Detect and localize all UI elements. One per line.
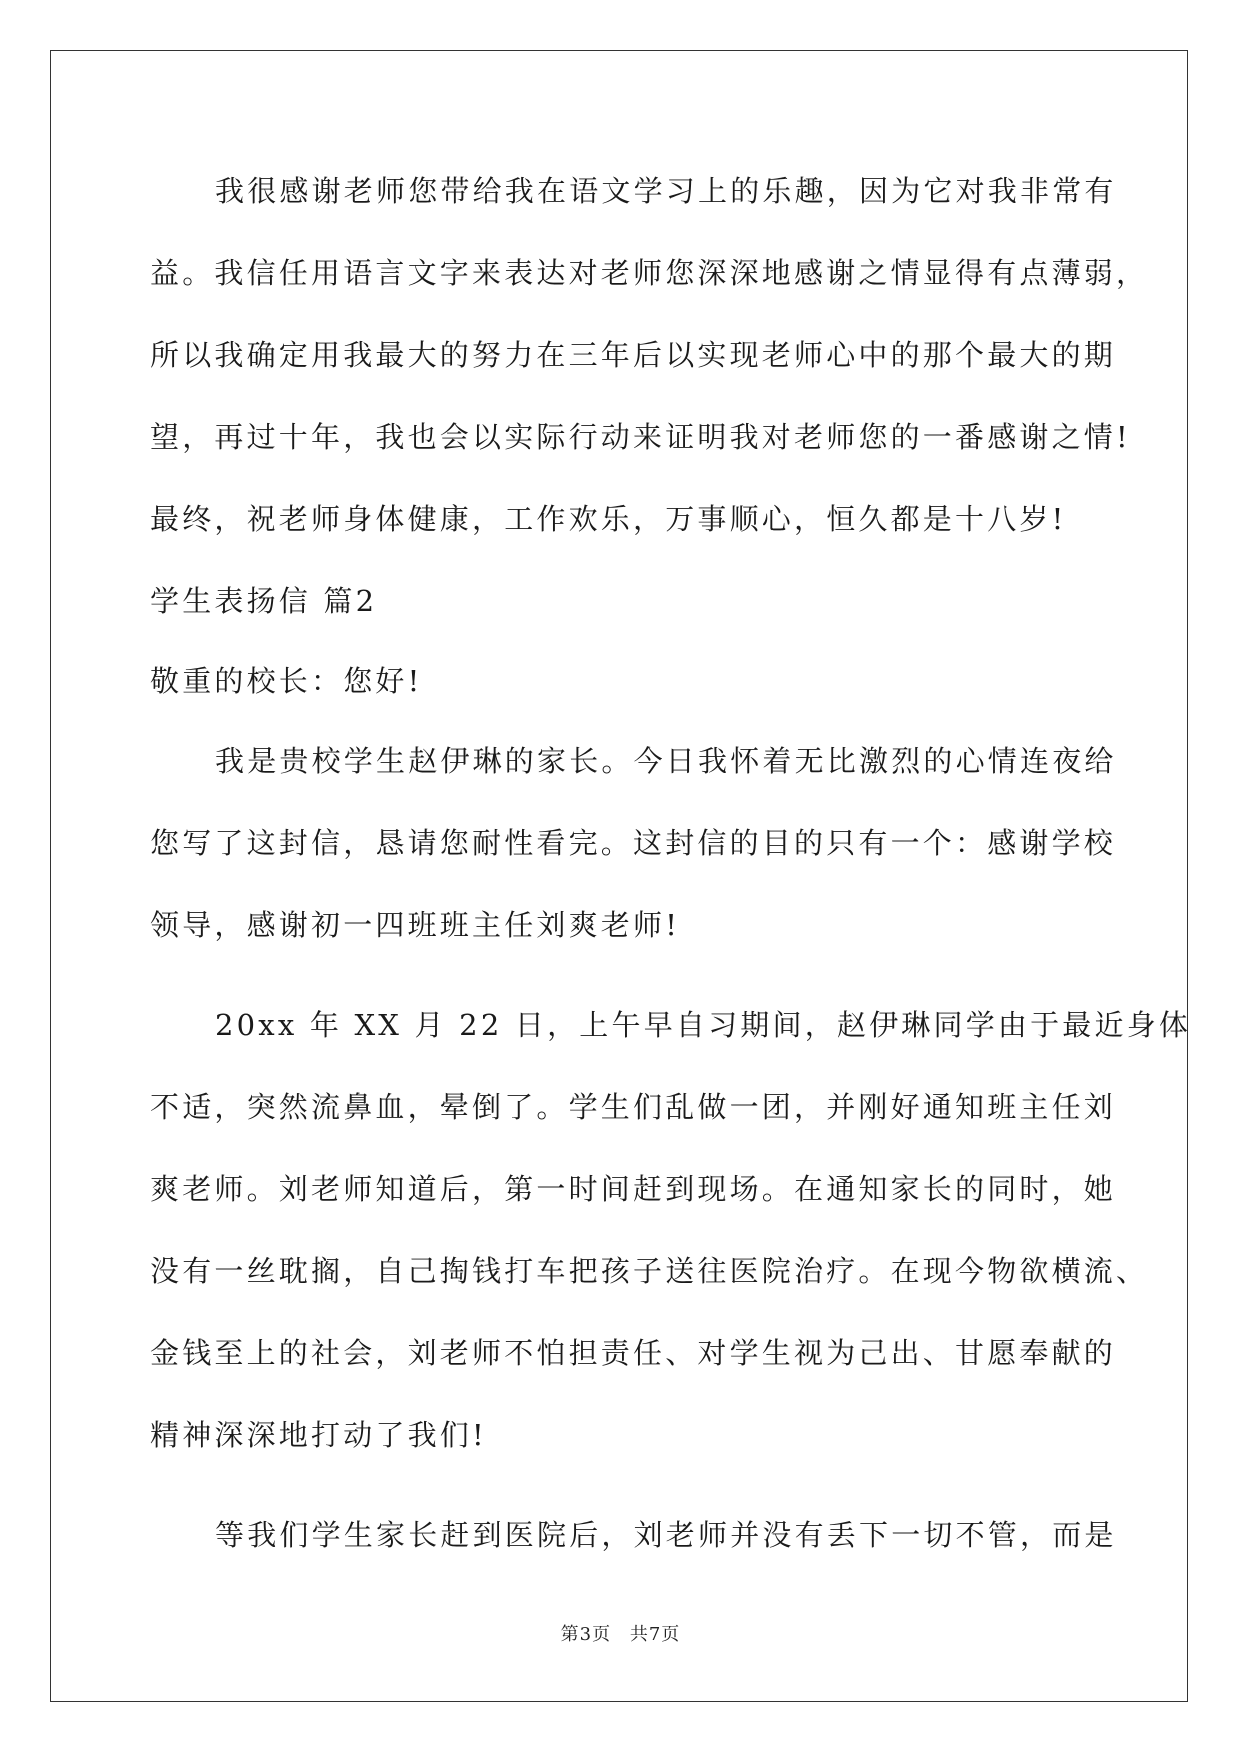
page-number: 第3页 bbox=[560, 1624, 612, 1645]
paragraph-1-line-3: 所以我确定用我最大的努力在三年后以实现老师心中的那个最大的期 bbox=[150, 338, 1117, 372]
paragraph-3-line-2: 不适，突然流鼻血，晕倒了。学生们乱做一团，并刚好通知班主任刘 bbox=[150, 1090, 1117, 1124]
paragraph-3-line-4: 没有一丝耽搁，自己掏钱打车把孩子送往医院治疗。在现今物欲横流、 bbox=[150, 1254, 1149, 1288]
paragraph-3-line-5: 金钱至上的社会，刘老师不怕担责任、对学生视为己出、甘愿奉献的 bbox=[150, 1336, 1117, 1370]
paragraph-4-line-1: 等我们学生家长赶到医院后，刘老师并没有丢下一切不管，而是 bbox=[215, 1518, 1117, 1552]
section-title: 学生表扬信 篇2 bbox=[150, 584, 378, 618]
page-total: 共7页 bbox=[629, 1624, 681, 1645]
paragraph-3-line-3: 爽老师。刘老师知道后，第一时间赶到现场。在通知家长的同时，她 bbox=[150, 1172, 1117, 1206]
paragraph-2-line-1: 我是贵校学生赵伊琳的家长。今日我怀着无比激烈的心情连夜给 bbox=[215, 744, 1117, 778]
paragraph-1-line-4: 望，再过十年，我也会以实际行动来证明我对老师您的一番感谢之情! bbox=[150, 420, 1131, 454]
paragraph-3-line-1: 20xx 年 XX 月 22 日，上午早自习期间，赵伊琳同学由于最近身体 bbox=[215, 1008, 1192, 1042]
paragraph-1-line-1: 我很感谢老师您带给我在语文学习上的乐趣，因为它对我非常有 bbox=[215, 174, 1117, 208]
paragraph-2-line-3: 领导，感谢初一四班班主任刘爽老师! bbox=[150, 908, 681, 942]
document-body bbox=[150, 163, 1192, 1589]
paragraph-gap bbox=[150, 1489, 1090, 1507]
paragraph-1-line-2: 益。我信任用语言文字来表达对老师您深深地感谢之情显得有点薄弱， bbox=[150, 256, 1149, 290]
salutation: 敬重的校长：您好! bbox=[150, 664, 423, 698]
page-footer bbox=[0, 1620, 1241, 1646]
paragraph-1-line-5: 最终，祝老师身体健康，工作欢乐，万事顺心，恒久都是十八岁! bbox=[150, 502, 1067, 536]
paragraph-gap bbox=[150, 979, 1090, 997]
paragraph-2-line-2: 您写了这封信，恳请您耐性看完。这封信的目的只有一个：感谢学校 bbox=[150, 826, 1117, 860]
paragraph-3-line-6: 精神深深地打动了我们! bbox=[150, 1418, 487, 1452]
